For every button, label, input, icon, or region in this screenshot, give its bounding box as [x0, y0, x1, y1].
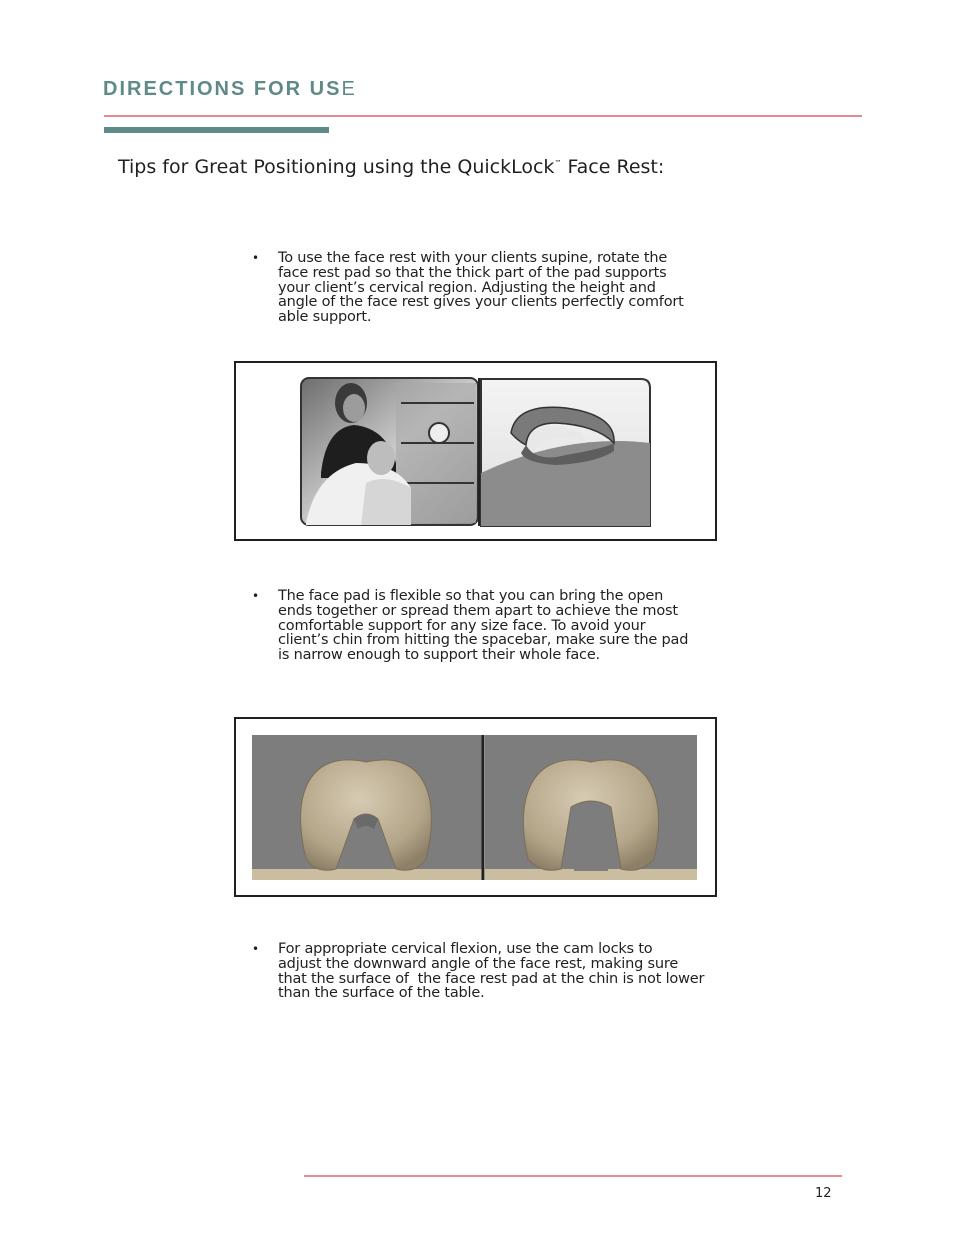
figure-frame-face-pad — [234, 717, 717, 897]
bullet-marker: • — [252, 942, 259, 956]
page-heading-last-letter: E — [341, 78, 355, 100]
footer-rule — [304, 1175, 842, 1177]
bullet-line: able support. — [278, 309, 372, 326]
figure-frame-supine — [234, 361, 717, 541]
trademark-symbol: ™ — [554, 159, 562, 167]
bullet-marker: • — [252, 251, 259, 265]
bullet-line: than the surface of the table. — [278, 985, 485, 1002]
bullet-line: ends together or spread them apart to achieve the most — [278, 602, 678, 619]
bullet-line: To use the face rest with your clients supine, rotate the — [278, 250, 668, 266]
bullet-line: For appropriate cervical flexion, use the cam locks to — [278, 941, 653, 957]
bullet-line: your client’s cervical region. Adjusting the height and — [278, 279, 656, 296]
bullet-item — [252, 588, 689, 664]
bullet-line: The face pad is flexible so that you can bring the open — [278, 588, 664, 604]
face-pad-narrow-photo — [252, 735, 482, 880]
figure-supine-image — [236, 363, 715, 539]
bullet-item — [252, 250, 684, 326]
section-title — [118, 156, 664, 178]
bullet-line: that the surface of the face rest pad at the chin is not lower — [278, 970, 705, 987]
section-title-text: Tips for Great Positioning using the QuickLock — [118, 156, 555, 178]
bullet-line: face rest pad so that the thick part of the pad supports — [278, 264, 667, 281]
header-rule — [104, 115, 862, 117]
bullet-line: client’s chin from hitting the spacebar, make sure the pad — [278, 632, 689, 649]
face-pad-wide-photo — [485, 735, 697, 880]
therapist-photo — [301, 378, 478, 525]
face-rest-illustration — [481, 379, 650, 526]
page-heading — [103, 78, 355, 101]
page-heading-main: DIRECTIONS FOR US — [103, 78, 342, 100]
figure-face-pad-image — [236, 719, 715, 895]
bullet-item — [252, 941, 705, 1002]
section-title-suffix: Face Rest: — [561, 156, 665, 178]
bullet-line: comfortable support for any size face. To avoid your — [278, 617, 646, 634]
header-accent-bar — [104, 127, 329, 133]
bullet-line: adjust the downward angle of the face rest, making sure — [278, 955, 679, 972]
bullet-line: is narrow enough to support their whole face. — [278, 647, 600, 664]
bullet-line: angle of the face rest gives your clients perfectly comfort — [278, 294, 684, 311]
page-number: 12 — [815, 1186, 832, 1201]
bullet-marker: • — [252, 589, 259, 603]
